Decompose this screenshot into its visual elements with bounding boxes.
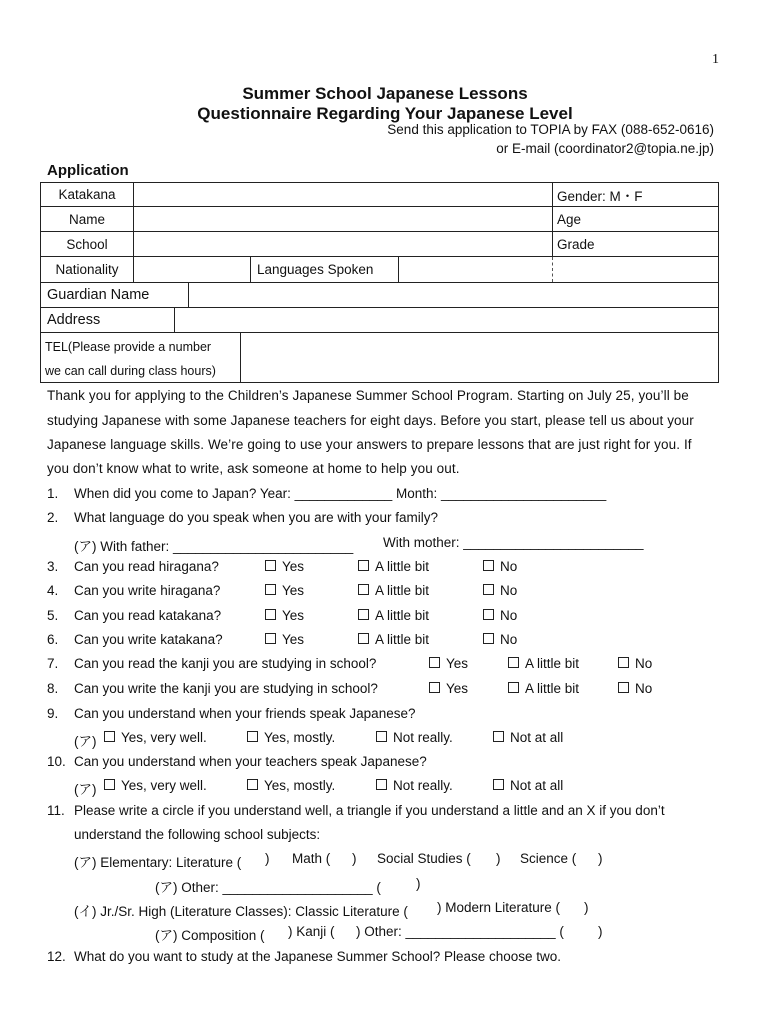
school-label: School — [66, 236, 108, 252]
checkbox-icon — [493, 731, 504, 742]
q8-text: Can you write the kanji you are studying in school? — [74, 681, 378, 696]
intro-line-4: you don’t know what to write, ask someone at home to help you out. — [47, 461, 460, 476]
address-label: Address — [47, 312, 101, 328]
q11a-literature: (ア) Elementary: Literature ( — [74, 855, 242, 870]
q7-number: 7. — [47, 656, 59, 671]
q11a-math: Math ( — [292, 851, 331, 866]
checkbox-icon — [358, 560, 369, 571]
checkbox-icon — [508, 682, 519, 693]
checkbox-icon — [376, 731, 387, 742]
q2-number: 2. — [47, 510, 59, 525]
q9-prefix: (ア) — [74, 734, 97, 749]
checkbox-icon — [265, 584, 276, 595]
form-row-school — [40, 232, 719, 257]
age-label[interactable]: Age — [557, 211, 582, 227]
q11b-modern-literature: ) Modern Literature ( — [437, 900, 561, 915]
q10-text: Can you understand when your teachers speak Japanese? — [74, 754, 427, 769]
q10-very-well-option[interactable]: Yes, very well. — [104, 778, 207, 793]
nationality-label: Nationality — [55, 262, 119, 277]
send-instructions-fax: Send this application to TOPIA by FAX (088-652-0616) — [387, 122, 714, 137]
form-row-katakana — [40, 182, 719, 207]
q7-text: Can you read the kanji you are studying in school? — [74, 656, 377, 671]
q1-text: When did you come to Japan? Year: _____________ Month: ______________________ — [74, 486, 607, 501]
q5-number: 5. — [47, 608, 59, 623]
q7-yes-option[interactable]: Yes — [429, 656, 468, 671]
q11b-classic-literature: (イ) Jr./Sr. High (Literature Classes): Classic Literature ( — [74, 904, 408, 919]
katakana-field[interactable] — [134, 183, 552, 206]
application-heading: Application — [47, 162, 129, 179]
checkbox-icon — [265, 560, 276, 571]
q11b-other-close: ) — [598, 924, 603, 939]
q8-yes-option[interactable]: Yes — [429, 681, 468, 696]
q8-number: 8. — [47, 681, 59, 696]
gender-label[interactable]: Gender: M・F — [557, 188, 643, 204]
guardian-label: Guardian Name — [47, 287, 150, 303]
q9-not-at-all-option[interactable]: Not at all — [493, 730, 563, 745]
q4-text: Can you write hiragana? — [74, 583, 221, 598]
languages-label: Languages Spoken — [257, 262, 374, 277]
q3-text: Can you read hiragana? — [74, 559, 219, 574]
q10-prefix: (ア) — [74, 782, 97, 797]
checkbox-icon — [376, 779, 387, 790]
tel-label-line2: we can call during class hours) — [45, 364, 216, 378]
q9-number: 9. — [47, 706, 59, 721]
form-row-name — [40, 207, 719, 232]
languages-field[interactable] — [399, 257, 552, 282]
q7-little-option[interactable]: A little bit — [508, 656, 579, 671]
q9-text: Can you understand when your friends speak Japanese? — [74, 706, 416, 721]
checkbox-icon — [483, 560, 494, 571]
q11b-other: ) Other: ____________________ ( — [356, 924, 564, 939]
q9-mostly-option[interactable]: Yes, mostly. — [247, 730, 335, 745]
q6-no-option[interactable]: No — [483, 632, 517, 647]
q11a-other: (ア) Other: ____________________ ( — [155, 880, 381, 895]
q6-little-option[interactable]: A little bit — [358, 632, 429, 647]
q5-no-option[interactable]: No — [483, 608, 517, 623]
checkbox-icon — [618, 657, 629, 668]
q9-very-well-option[interactable]: Yes, very well. — [104, 730, 207, 745]
address-field[interactable] — [175, 308, 719, 332]
q11a-science-close: ) — [598, 851, 603, 866]
intro-line-2: studying Japanese with some Japanese teachers for eight days. Before you start, please tell us about your — [47, 413, 694, 428]
checkbox-icon — [483, 609, 494, 620]
q5-yes-option[interactable]: Yes — [265, 608, 304, 623]
q10-number: 10. — [47, 754, 66, 769]
q11-text-line2: understand the following school subjects: — [74, 827, 321, 842]
q11a-other-close: ) — [416, 876, 421, 891]
q8-little-option[interactable]: A little bit — [508, 681, 579, 696]
school-field[interactable] — [134, 232, 552, 256]
tel-label-line1: TEL(Please provide a number — [45, 340, 212, 354]
application-form — [40, 182, 719, 383]
form-row-nationality — [40, 257, 719, 283]
checkbox-icon — [104, 779, 115, 790]
form-row-guardian — [40, 283, 719, 308]
name-label: Name — [68, 211, 105, 227]
intro-line-3: Japanese language skills. We’re going to use your answers to prepare lessons that are just right for you. If — [47, 437, 692, 452]
checkbox-icon — [618, 682, 629, 693]
checkbox-icon — [483, 633, 494, 644]
q11a-social-studies: Social Studies ( — [377, 851, 471, 866]
intro-line-1: Thank you for applying to the Children’s Japanese Summer School Program. Starting on July 25, you’ll be — [47, 388, 689, 403]
checkbox-icon — [483, 584, 494, 595]
checkbox-icon — [104, 731, 115, 742]
q5-text: Can you read katakana? — [74, 608, 222, 623]
q2-text: What language do you speak when you are with your family? — [74, 510, 438, 525]
checkbox-icon — [429, 682, 440, 693]
q10-not-at-all-option[interactable]: Not at all — [493, 778, 563, 793]
send-instructions-email: or E-mail (coordinator2@topia.ne.jp) — [496, 141, 714, 156]
checkbox-icon — [358, 584, 369, 595]
checkbox-icon — [265, 633, 276, 644]
q11-number: 11. — [47, 803, 65, 818]
nationality-field[interactable] — [134, 257, 250, 282]
q4-number: 4. — [47, 583, 59, 598]
q9-not-really-option[interactable]: Not really. — [376, 730, 453, 745]
q4-no-option[interactable]: No — [483, 583, 517, 598]
q1-number: 1. — [47, 486, 59, 501]
tel-field[interactable] — [241, 333, 719, 382]
form-row-address — [40, 308, 719, 333]
q11b-modern-close: ) — [584, 900, 589, 915]
q4-yes-option[interactable]: Yes — [265, 583, 304, 598]
q12-number: 12. — [47, 949, 66, 964]
q6-yes-option[interactable]: Yes — [265, 632, 304, 647]
checkbox-icon — [493, 779, 504, 790]
q11a-math-close: ) — [352, 851, 357, 866]
q3-number: 3. — [47, 559, 59, 574]
q10-not-really-option[interactable]: Not really. — [376, 778, 453, 793]
q11a-literature-close: ) — [265, 851, 270, 866]
q3-yes-option[interactable]: Yes — [265, 559, 304, 574]
form-row-tel — [40, 333, 719, 383]
q2-father: (ア) With father: ________________________ — [74, 539, 354, 554]
checkbox-icon — [508, 657, 519, 668]
q11a-social-close: ) — [496, 851, 501, 866]
q11-text-line1: Please write a circle if you understand well, a triangle if you understand a little and an X if you don’t — [74, 803, 665, 818]
q4-little-option[interactable]: A little bit — [358, 583, 429, 598]
q11b-composition: (ア) Composition ( — [155, 928, 265, 943]
checkbox-icon — [247, 731, 258, 742]
checkbox-icon — [358, 609, 369, 620]
q11a-science: Science ( — [520, 851, 577, 866]
checkbox-icon — [247, 779, 258, 790]
q11b-kanji: ) Kanji ( — [288, 924, 335, 939]
checkbox-icon — [358, 633, 369, 644]
page-subtitle: Questionnaire Regarding Your Japanese Level — [197, 104, 573, 123]
q12-text: What do you want to study at the Japanese Summer School? Please choose two. — [74, 949, 562, 964]
q8-no-option[interactable]: No — [618, 681, 652, 696]
name-field[interactable] — [134, 207, 552, 231]
katakana-label: Katakana — [58, 187, 116, 202]
q5-little-option[interactable]: A little bit — [358, 608, 429, 623]
q7-no-option[interactable]: No — [618, 656, 652, 671]
page-number: 1 — [712, 52, 719, 67]
checkbox-icon — [265, 609, 276, 620]
grade-label[interactable]: Grade — [557, 236, 595, 252]
q6-number: 6. — [47, 632, 59, 647]
page-title: Summer School Japanese Lessons — [242, 84, 528, 103]
q3-no-option[interactable]: No — [483, 559, 517, 574]
q3-little-option[interactable]: A little bit — [358, 559, 429, 574]
guardian-field[interactable] — [189, 283, 719, 307]
q6-text: Can you write katakana? — [74, 632, 223, 647]
q10-mostly-option[interactable]: Yes, mostly. — [247, 778, 335, 793]
checkbox-icon — [429, 657, 440, 668]
q2-mother: With mother: ________________________ — [383, 535, 644, 550]
